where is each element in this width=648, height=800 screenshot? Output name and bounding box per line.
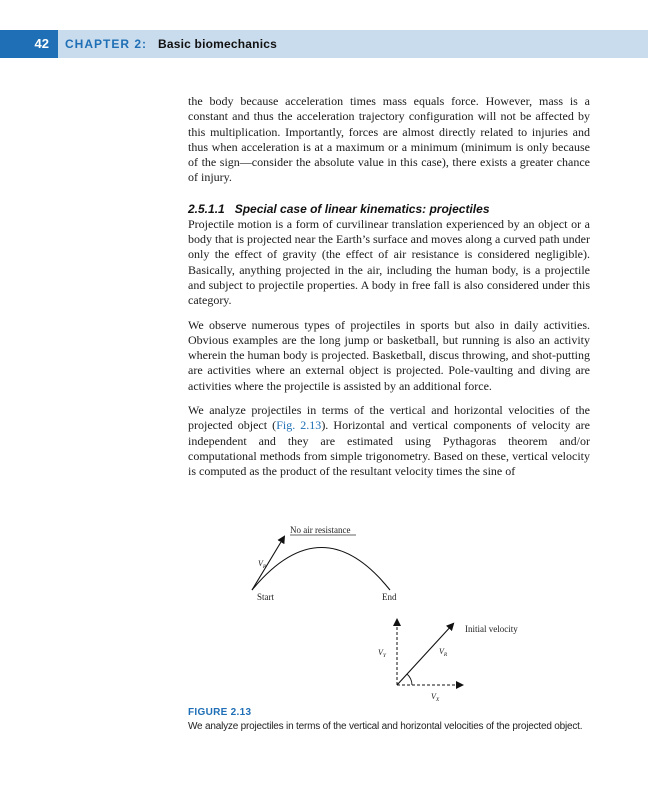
running-header [0, 30, 648, 58]
end-label: End [382, 592, 397, 602]
paragraph-4-end: ). Horizontal and vertical components of velocity are independent and they are estimated using Pythagoras theorem and/or computational methods from simple trigonometry. Based on these, vertical velocity is computed as the product of the resultant velocity times the sine of [188, 418, 590, 479]
vx-label: $V_X$ [431, 692, 440, 703]
trajectory-curve [252, 548, 390, 591]
section-title: Special case of linear kinematics: projectiles [234, 201, 490, 216]
start-label: Start [257, 592, 274, 602]
figure-caption [188, 707, 608, 732]
page-number: 42 [0, 30, 58, 58]
chapter-label: CHAPTER 2: [65, 37, 148, 51]
initial-velocity-label: Initial velocity [465, 624, 518, 634]
paragraph-2: Projectile motion is a form of curvilinear translation experienced by an object or a body that is projected near the Earth’s surface and moves along a curved path under only the effect of gravity (the effect of air resistance is considered negligible). Basically, anything projected in the air, including the human body, is a projectile and subject to projectile properties. A body in free fall is also considered under this category. [188, 216, 590, 308]
figure-link[interactable]: Fig. 2.13 [276, 418, 322, 433]
vr-label: $V_R$ [439, 647, 448, 658]
launch-angle-arc [407, 674, 412, 685]
paragraph-3: We observe numerous types of projectiles in sports but also in daily activities. Obvious examples are the long jump or basketball, but running is also an activity wherein the human body is projected. Basketball, discus throwing, and shot-putting are activities where an external object is projected. Pole-vaulting and diving are activities where the projectile is assisted by an additional force. [188, 317, 590, 393]
section-number: 2.5.1.1 [188, 201, 225, 216]
vr-label-top: $V_R$ [258, 559, 267, 570]
section-heading [188, 202, 590, 216]
vy-label: $V_Y$ [378, 648, 386, 659]
figure-caption-text: We analyze projectiles in terms of the vertical and horizontal velocities of the projected object. [188, 721, 583, 732]
figure-label: FIGURE 2.13 [188, 707, 252, 718]
paragraph-1: the body because acceleration times mass equals force. However, mass is a constant and thus the acceleration trajectory configuration will not be affected by this multiplication. Importantly, forces are almost directly related to injuries and thus when acceleration is at a maximum or a minimum (minimum is only because of the sign—consider the absolute value in this case), there exists a greater chance of injury. [188, 94, 590, 185]
projectile-figure [240, 520, 540, 705]
paragraph-4-start: We analyze projectiles in terms of the vertical and horizontal velocities of the projected object ( [188, 403, 590, 433]
body-text [188, 94, 590, 489]
no-air-resistance-label: No air resistance [290, 525, 351, 535]
chapter-title: Basic biomechanics [158, 37, 277, 51]
paragraph-4 [188, 403, 590, 479]
